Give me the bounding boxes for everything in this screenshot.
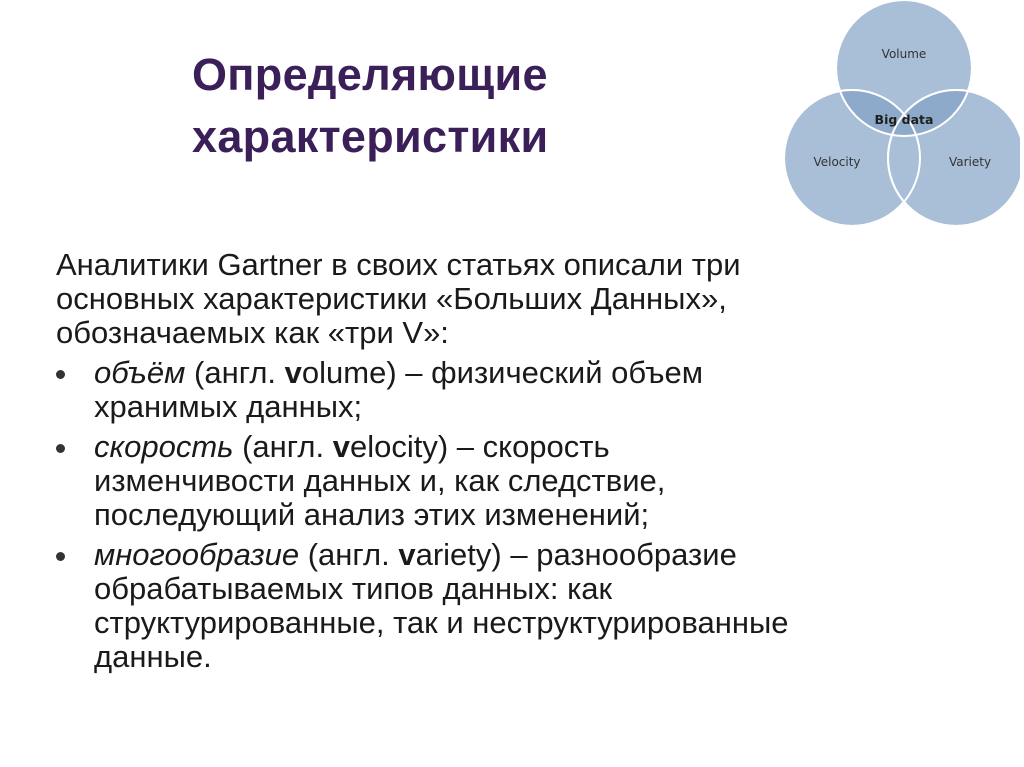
term-rest: olume) – физический объем [301, 355, 704, 390]
intro-line-2: основных характеристики «Больших Данных», [56, 281, 727, 316]
term-letter-v: v [332, 429, 350, 464]
bullet-dot-icon [56, 444, 65, 453]
slide-title [192, 44, 752, 168]
intro-paragraph [56, 248, 976, 350]
term-rest: ariety) – разнообразие [415, 537, 737, 572]
term-variety: многообразие [94, 537, 300, 572]
bullet-line-2: обрабатываемых типов данных: как [94, 571, 613, 606]
bullet-item-variety [56, 538, 976, 674]
bullet-line-1 [94, 356, 976, 390]
term-prefix: (англ. [233, 429, 333, 464]
bullet-item-volume [56, 356, 976, 424]
bullet-dot-icon [56, 370, 65, 379]
bullet-line-2: изменчивости данных и, как следствие, [94, 463, 666, 498]
term-rest: elocity) – скорость [350, 429, 610, 464]
bullet-line-1 [94, 538, 976, 572]
slide-body [56, 248, 976, 674]
term-prefix: (англ. [299, 537, 399, 572]
intro-line-1: Аналитики Gartner в своих статьях описали три [56, 247, 741, 282]
term-volume: объём [94, 355, 186, 390]
term-letter-v: v [284, 355, 302, 390]
venn-label-variety: Variety [948, 155, 992, 169]
venn-label-volume: Volume [881, 47, 927, 61]
term-velocity: скорость [94, 429, 234, 464]
bullet-line-3: структурированные, так и неструктурированные [94, 605, 789, 640]
title-line-1: Определяющие [192, 49, 548, 100]
bullet-line-2: хранимых данных; [94, 389, 363, 424]
bullet-item-velocity [56, 430, 976, 532]
venn-label-velocity: Velocity [813, 155, 861, 169]
bullet-dot-icon [56, 552, 65, 561]
term-prefix: (англ. [185, 355, 285, 390]
intro-line-3: обозначаемых как «три V»: [56, 315, 449, 350]
big-data-venn-diagram [780, 0, 1020, 230]
title-line-2: характеристики [192, 111, 549, 162]
venn-label-big-data: Big data [874, 112, 934, 127]
bullet-line-3: последующий анализ этих изменений; [94, 497, 650, 532]
bullet-line-1 [94, 430, 976, 464]
term-letter-v: v [398, 537, 416, 572]
bullet-line-4: данные. [94, 639, 212, 674]
